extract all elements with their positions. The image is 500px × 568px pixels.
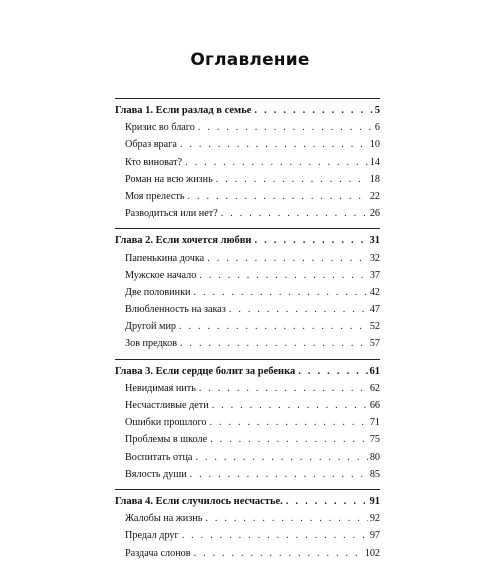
- section-entry[interactable]: [115, 397, 380, 414]
- dot-leader: [210, 431, 368, 448]
- dot-leader: [216, 171, 368, 188]
- dot-leader: [182, 527, 368, 544]
- dot-leader: [229, 301, 368, 318]
- page-number: 61: [369, 365, 380, 377]
- table-of-contents: [115, 98, 380, 568]
- page-number: 80: [369, 451, 380, 463]
- section-title: Влюбленность на заказ: [125, 304, 226, 316]
- chapter-title: Глава 3. Если сердце болит за ребенка: [115, 365, 296, 377]
- dot-leader: [205, 510, 367, 527]
- page-number: 57: [369, 338, 380, 350]
- section-title: Предал друг: [125, 530, 179, 542]
- page-number: 62: [369, 382, 380, 394]
- page-title: Оглавление: [190, 50, 310, 70]
- section-title: Жалобы на жизнь: [125, 513, 203, 525]
- dot-leader: [254, 102, 372, 119]
- dot-leader: [212, 397, 368, 414]
- dot-leader: [185, 154, 368, 171]
- section-title: Ошибки прошлого: [125, 417, 207, 429]
- page-number: 32: [369, 252, 380, 264]
- dot-leader: [190, 466, 368, 483]
- page-number: 66: [369, 400, 380, 411]
- page-number: 22: [369, 190, 380, 202]
- page-number: 91: [369, 495, 380, 507]
- dot-leader: [286, 493, 368, 510]
- section-entry[interactable]: [115, 205, 380, 222]
- chapter-block: [115, 359, 380, 483]
- dot-leader: [187, 188, 367, 205]
- page-number: 92: [369, 513, 380, 525]
- section-title: Другой мир: [125, 321, 177, 333]
- page-number: 31: [369, 235, 380, 247]
- section-entry[interactable]: [115, 136, 380, 153]
- page-number: 102: [364, 547, 380, 559]
- section-title: Разводиться или нет?: [125, 208, 218, 220]
- section-title: Мужское начало: [125, 269, 197, 281]
- page-number: 97: [369, 530, 380, 542]
- dot-leader: [198, 119, 373, 136]
- section-title: Вялость души: [125, 468, 187, 480]
- page-number: 47: [369, 304, 380, 316]
- section-title: Кризис во благо: [125, 122, 195, 134]
- section-entry[interactable]: [115, 449, 380, 466]
- page-number: 18: [369, 173, 380, 185]
- page-number: 6: [374, 122, 380, 134]
- page-number: 42: [369, 286, 380, 298]
- section-entry[interactable]: [115, 431, 380, 448]
- chapter-title: Глава 1. Если разлад в семье: [115, 105, 252, 116]
- dot-leader: [199, 267, 367, 284]
- section-title: Раздача слонов: [125, 547, 191, 559]
- section-entry[interactable]: [115, 301, 380, 318]
- page-number: 5: [374, 105, 380, 116]
- page-number: 10: [369, 139, 380, 151]
- section-title: Невидимая нить: [125, 382, 196, 394]
- section-entry[interactable]: [115, 119, 380, 136]
- dot-leader: [207, 250, 368, 267]
- section-entry[interactable]: [115, 154, 380, 171]
- section-entry[interactable]: [115, 380, 380, 397]
- section-entry[interactable]: [115, 545, 380, 562]
- page-number: 85: [369, 468, 380, 480]
- section-title: Папенькина дочка: [125, 252, 205, 264]
- section-entry[interactable]: [115, 335, 380, 352]
- section-title: Проблемы в школе: [125, 434, 208, 446]
- section-entry[interactable]: [115, 250, 380, 267]
- section-entry[interactable]: [115, 284, 380, 301]
- section-title: Воспитать отца: [125, 451, 193, 463]
- chapter-entry[interactable]: [115, 232, 380, 249]
- dot-leader: [193, 284, 367, 301]
- chapter-entry[interactable]: [115, 102, 380, 119]
- chapter-block: [115, 98, 380, 222]
- section-entry[interactable]: [115, 171, 380, 188]
- chapter-entry[interactable]: [115, 493, 380, 510]
- dot-leader: [179, 318, 368, 335]
- chapter-title: Глава 4. Если случилось несчастье.: [115, 495, 283, 507]
- chapter-block: [115, 228, 380, 352]
- section-title: Роман на всю жизнь: [125, 173, 213, 185]
- chapter-entry[interactable]: [115, 363, 380, 380]
- dot-leader: [298, 363, 367, 380]
- section-title: Зов предков: [125, 338, 178, 350]
- section-title: Образ врага: [125, 139, 177, 151]
- section-title: Кто виноват?: [125, 156, 183, 168]
- section-entry[interactable]: [115, 510, 380, 527]
- page-number: 14: [369, 156, 380, 168]
- section-entry[interactable]: [115, 267, 380, 284]
- dot-leader: [195, 449, 367, 466]
- dot-leader: [254, 232, 367, 249]
- section-entry[interactable]: [115, 414, 380, 431]
- section-entry[interactable]: [115, 466, 380, 483]
- page-number: 37: [369, 269, 380, 281]
- page-number: 71: [369, 417, 380, 429]
- dot-leader: [221, 205, 368, 222]
- page-number: 52: [369, 321, 380, 333]
- dot-leader: [209, 414, 367, 431]
- page-number: 75: [369, 434, 380, 446]
- section-title: Несчастливые дети: [125, 400, 209, 411]
- dot-leader: [180, 136, 368, 153]
- section-entry[interactable]: [115, 318, 380, 335]
- section-title: Моя прелесть: [125, 190, 185, 202]
- dot-leader: [194, 545, 363, 562]
- dot-leader: [199, 380, 368, 397]
- page-number: 26: [369, 208, 380, 220]
- section-entry[interactable]: [115, 188, 380, 205]
- section-entry[interactable]: [115, 527, 380, 544]
- dot-leader: [180, 335, 368, 352]
- chapter-title: Глава 2. Если хочется любви: [115, 235, 252, 247]
- section-title: Две половинки: [125, 286, 191, 298]
